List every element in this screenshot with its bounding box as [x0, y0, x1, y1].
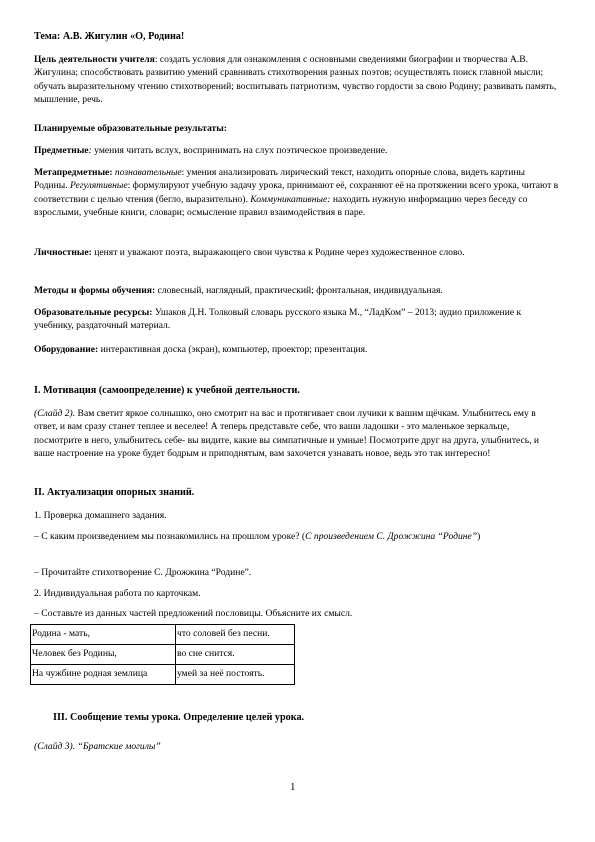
subject-results-label: Предметные [34, 145, 89, 156]
expected-answer: С произведением С. Дрожжина “Родине” [305, 531, 478, 542]
slide-2-ref: (Слайд 2). [34, 408, 76, 419]
section-1-text: Вам светит яркое солнышко, оно смотрит на вас и протягивает свои лучики к вашим щёчкам. Улыбнитесь ему в ответ, и вам сразу станет теплее и веселее! А теперь представьте себе, что ваши ладошки - это маленькое зеркальце, посмотрите в него, улыбнитесь себе- вы видите, какие вы симпатичные и умные! Посмотрите друг на друга, улыбнитесь, и ваше настроение на уроке будет бодрым и приподнятым, вам захочется узнавать новое, ведь это так интересно! [34, 408, 540, 460]
teacher-goal-text: : создать условия для ознакомления с основными сведениями биографии и творчества А.В. Жигулина; способствовать развитию умений сравнивать стихотворения разных поэтов; осуществлять поиск главной мысли; обучать выразительному чтению стихотворений; воспитывать патриотизм, чувство гордости за свою Родину; развивать память, мышление, речь. [34, 54, 557, 106]
subject-results-paragraph [34, 144, 559, 157]
table-cell: На чужбине родная землица [31, 665, 176, 685]
planned-results-heading: Планируемые образовательные результаты: [34, 123, 227, 134]
equipment-label: Оборудование: [34, 344, 99, 355]
equipment-paragraph [34, 343, 559, 356]
communicative-text: находить нужную информацию через беседу со взрослыми, учебные книги, словари; осмысление правил взаимодействия в паре. [34, 193, 528, 219]
proverbs-task: – Составьте из данных частей предложений пословицы. Объясните их смысл. [34, 608, 353, 619]
homework-check-item: 1. Проверка домашнего задания. [34, 510, 167, 521]
page-number: 1 [290, 781, 296, 793]
resources-text: Ушаков Д.Н. Толковый словарь русского языка М., “ЛадКом” – 2013; аудио приложение к учебнику, раздаточный материал. [34, 307, 522, 332]
table-row [31, 625, 295, 645]
section-1-heading: I. Мотивация (самоопределение) к учебной деятельности. [34, 385, 300, 396]
equipment-text: интерактивная доска (экран), компьютер, проектор; презентация. [98, 344, 368, 355]
table-cell: во сне снится. [176, 645, 295, 665]
section-1-paragraph [34, 407, 559, 461]
table-cell: умей за неё постоять. [176, 665, 295, 685]
table-cell: Человек без Родины, [31, 645, 176, 665]
section-3-heading: III. Сообщение темы урока. Определение целей урока. [53, 712, 305, 723]
meta-results-paragraph [34, 166, 559, 220]
lesson-title: Тема: А.В. Жигулин «О, Родина! [34, 31, 185, 42]
teacher-goal-paragraph [34, 53, 559, 107]
methods-text: словесный, наглядный, практический; фронтальная, индивидуальная. [155, 285, 443, 296]
slide-3-ref: (Слайд 3). “Братские могилы” [34, 741, 161, 752]
regulatory-text: : формулируют учебную задачу урока, принимают её, сохраняют её на протяжении всего урока, читают в соответствии с целью чтения (бегло, выразительно). [34, 180, 559, 205]
resources-paragraph [34, 306, 559, 333]
personal-results-label: Личностные: [34, 247, 92, 258]
methods-paragraph [34, 284, 559, 297]
resources-label: Образовательные ресурсы: [34, 307, 153, 318]
card-work-item: 2. Индивидуальная работа по карточкам. [34, 588, 201, 599]
table-row [31, 645, 295, 665]
cognitive-label: познавательные [112, 167, 182, 178]
cognitive-text: : умения анализировать лирический текст, находить опорные слова, видеть картины Родины. [34, 167, 525, 192]
methods-label: Методы и формы обучения: [34, 285, 156, 296]
question-close: ) [477, 531, 481, 542]
subject-results-colon: : [88, 145, 92, 156]
teacher-goal-label: Цель деятельности учителя [34, 54, 155, 65]
table-cell: что соловей без песни. [176, 625, 295, 645]
proverb-parts-table [30, 624, 295, 685]
meta-results-label: Метапредметные: [34, 167, 113, 178]
section-2-heading: II. Актуализация опорных знаний. [34, 487, 195, 498]
previous-lesson-question [34, 530, 559, 543]
read-poem-instruction: – Прочитайте стихотворение С. Дрожжина “Родине”. [34, 567, 252, 578]
table-row [31, 665, 295, 685]
subject-results-text: умения читать вслух, воспринимать на слух поэтическое произведение. [91, 145, 388, 156]
question-text: – С каким произведением мы познакомились на прошлом уроке? ( [34, 531, 306, 542]
personal-results-paragraph [34, 246, 559, 259]
communicative-label: Коммуникативные: [250, 193, 331, 205]
regulatory-label: Регулятивные [70, 180, 128, 192]
table-cell: Родина - мать, [31, 625, 176, 645]
personal-results-text: ценят и уважают поэта, выражающего свои чувства к Родине через художественное слово. [91, 247, 465, 258]
